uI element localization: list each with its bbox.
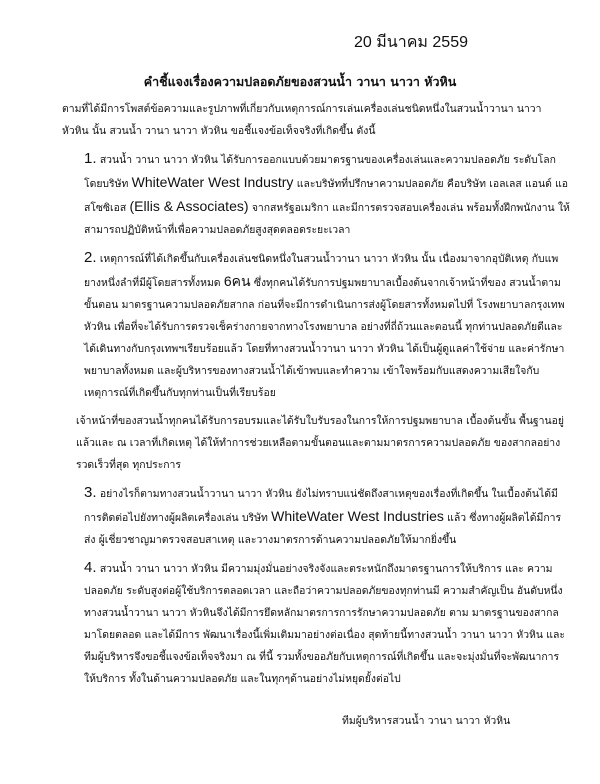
paragraph-1-text-c: จากสหรัฐอเมริกา และมีการตรวจสอบเครื่องเล่น พร้อมทั้งฝึกพนักงาน ให้สามารถปฏิบัติหน้าที่เพื่อความปลอดภัยสูงสุดตลอดระยะเวลา [84,202,570,236]
paragraph-4-text-a: สวนน้ำ วานา นาวา หัวหิน มีความมุ่งมั่นอย่างจริงจังและตระหนักถึงมาตรฐานการให้บริการ และ ความปลอดภัย ระดับสูงต่อผู้ใช้บริการตลอดเวลา และถือว่าความปลอดภัยของทุกท่านมี ความสำคัญเป็น อันดับหนึ่งทางสวนน้ำวานา นาวา หัวหินจึงได้มีการยึดหลักมาตรการการรักษาความปลอดภัย ตาม มาตรฐานของสากลมาโดยตลอด และได้มีการ พัฒนาเรื่องนี้เพิ่มเติมมาอย่างต่อเนื่อง สุดท้ายนี้ทางสวนน้ำ วานา นาวา หัวหิน และทีมผู้บริหารจึงขอชี้แจงข้อเท็จจริงมา ณ ที่นี้ รวมทั้งขออภัยกับเหตุการณ์ที่เกิดขึ้น และจะมุ่งมั่นที่จะพัฒนาการให้บริการ ทั้งในด้านความปลอดภัย และในทุกๆด้านอย่างไม่หยุดยั้งต่อไป [84,563,565,685]
paragraph-4 [62,557,570,690]
document-title: คำชี้แจงเรื่องความปลอดภัยของสวนน้ำ วานา นาวา หัวหิน [143,74,457,89]
paragraph-2-text-b: ซึ่งทุกคนได้รับการปฐมพยาบาลเบื้องต้นจากเจ้าหน้าที่ของ สวนน้ำตามขั้นตอน มาตรฐานความปลอดภัยสากล ก่อนที่จะมีการดำเนินการส่งผู้โดยสารทั้งหมดไปที่ โรงพยาบาลกรุงเทพหัวหิน เพื่อที่จะได้รับการตรวจเช็คร่างกายจากทางโรงพยาบาล อย่างที่ถี่ถ้วนและตอนนี้ ทุกท่านปลอดภัยดีและได้เดินทางกับกรุงเทพฯเรียบร้อยแล้ว โดยที่ทางสวนน้ำวานา นาวา หัวหิน ได้เป็นผู้ดูแลค่าใช้จ่าย และค่ารักษาพยาบาลทั้งหมด และผู้บริหารของทางสวนน้ำได้เข้าพบและทำความ เข้าใจพร้อมกับแสดงความเสียใจกับเหตุการณ์ที่เกิดขึ้นกับทุกท่านเป็นที่เรียบร้อย [84,277,565,399]
company-name-whitewater-industries: WhiteWater West Industries [271,508,444,524]
paragraph-3 [62,482,570,551]
paragraph-1-text-a: สวนน้ำ วานา นาวา หัวหิน ได้รับการออกแบบด้วยมาตรฐานของเครื่องเล่นและความปลอดภัย ระดับโลก โดยบริษัท [84,154,556,190]
paragraph-2b: เจ้าหน้าที่ของสวนน้ำทุกคนได้รับการอบรมและได้รับใบรับรองในการให้การปฐมพยาบาล เบื้องต้นขั้น พื้นฐานอยู่แล้วและ ณ เวลาที่เกิดเหตุ ได้ให้ทำการช่วยเหลือตามขั้นตอนและตามมาตรการความปลอดภัย ของสากลอย่างรวดเร็วที่สุด ทุกประการ [76,415,564,471]
paragraph-2-number: 2. [84,249,97,266]
paragraph-4-number: 4. [84,559,97,576]
paragraph-3-text-b: แล้ว ซึ่งทางผู้ผลิตได้มีการส่ง ผู้เชี่ยวชาญมาตรวจสอบสาเหตุ และวางมาตรการด้านความปลอดภัยให้มากยิ่งขึ้น [84,512,562,546]
paragraph-3-number: 3. [84,484,97,501]
paragraph-2 [62,247,570,404]
paragraph-1-number: 1. [84,150,97,167]
paragraph-3-text-a: อย่างไรก็ตามทางสวนน้ำวานา นาวา หัวหิน ยังไม่ทราบแน่ชัดถึงสาเหตุของเรื่องที่เกิดขึ้น ในเบื้องต้นได้มี การติดต่อไปยังทางผู้ผลิตเครื่องเล่น บริษัท [84,488,558,524]
paragraph-1 [62,148,570,241]
signature-line: ทีมผู้บริหารสวนน้ำ วานา นาวา หัวหิน [342,715,511,727]
paragraph-2-text-a: เหตุการณ์ที่ได้เกิดขึ้นกับเครื่องเล่นชนิดหนึ่งในสวนน้ำวานา นาวา หัวหิน นั้น เนื่องมาจากอุบัติเหตุ กับแพยางหนึ่งลำที่มีผู้โดยสารทั้งหมด [84,253,559,289]
paragraph-1-text-b: และบริษัทที่ปรึกษาความปลอดภัย คือบริษัท เอลเลส แอนด์ แอสโซซิเอส [84,178,569,214]
document-date: 20 มีนาคม 2559 [354,34,468,51]
intro-paragraph: ตามที่ได้มีการโพสต์ข้อความและรูปภาพที่เกี่ยวกับเหตุการณ์การเล่นเครื่องเล่นชนิดหนึ่งในสวนน้ำวานา นาวา หัวหิน นั้น สวนน้ำ วานา นาวา หัวหิน ขอชี้แจงข้อเท็จจริงที่เกิดขึ้น ดังนี้ [62,103,542,137]
company-name-whitewater: WhiteWater West Industry [131,174,294,190]
document-body [62,98,570,696]
company-name-ellis: (Ellis & Associates) [129,198,249,214]
passenger-count: 6คน [223,273,251,289]
